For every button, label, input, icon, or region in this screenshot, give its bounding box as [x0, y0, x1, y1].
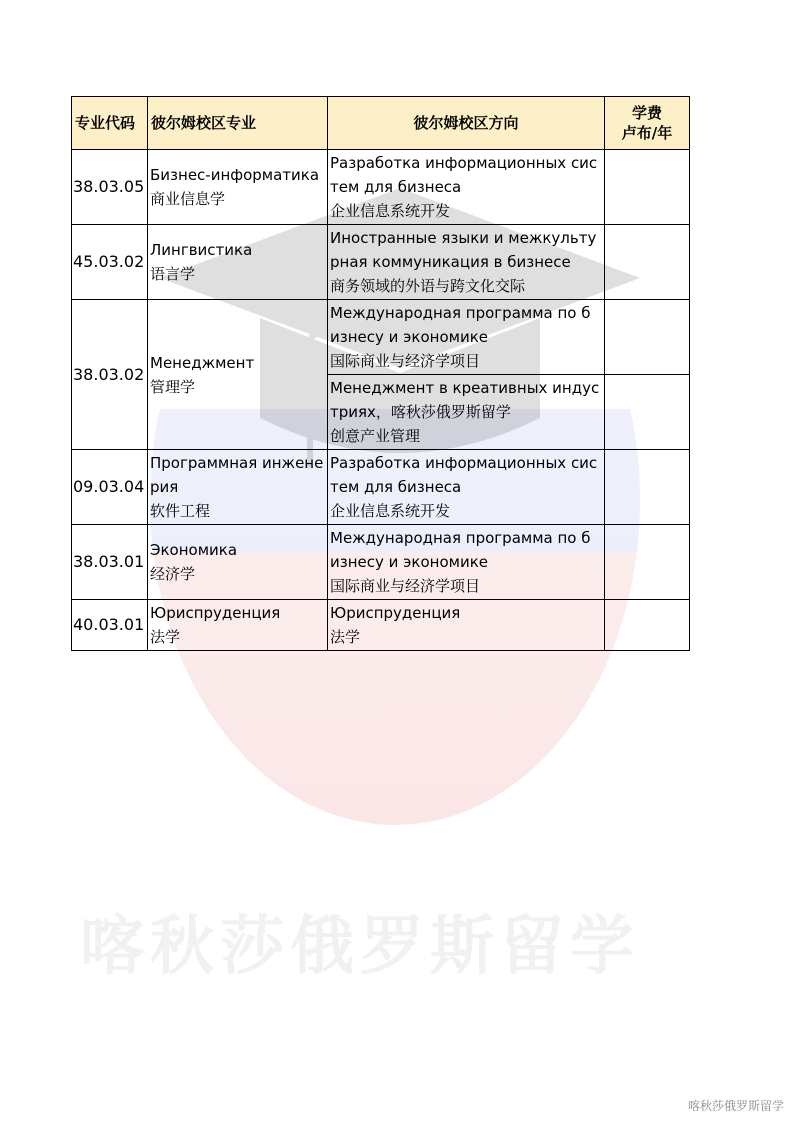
- header-code: 专业代码: [72, 97, 148, 150]
- major-zh: 经济学: [150, 565, 196, 583]
- direction-ru: изнесу и экономике: [330, 328, 488, 346]
- footer-watermark: 喀秋莎俄罗斯留学: [687, 1099, 784, 1113]
- program-major: [148, 150, 328, 225]
- major-ru: Менеджмент: [150, 353, 255, 372]
- program-code: 09.03.04: [72, 450, 148, 525]
- direction-ru: Международная программа по б: [330, 529, 591, 547]
- direction-ru: триях，喀秋莎俄罗斯留学: [330, 403, 511, 421]
- direction-zh: 企业信息系统开发: [330, 502, 451, 520]
- program-fee: [605, 600, 690, 651]
- table-row: [72, 150, 690, 225]
- programs-table: [71, 96, 690, 651]
- direction-ru: Международная программа по б: [330, 304, 591, 322]
- program-fee: [605, 450, 690, 525]
- program-code: 38.03.05: [72, 150, 148, 225]
- program-fee: [605, 225, 690, 300]
- program-major: [148, 525, 328, 600]
- major-zh: 商业信息学: [150, 190, 226, 208]
- program-direction: [328, 525, 605, 600]
- watermark-text: 喀秋莎俄罗斯留学: [80, 909, 640, 984]
- program-direction: [328, 150, 605, 225]
- program-fee: [605, 375, 690, 450]
- direction-ru: Разработка информационных сис: [330, 454, 598, 472]
- direction-ru: Юриспруденция: [330, 604, 461, 622]
- major-zh: 软件工程: [150, 502, 211, 520]
- major-ru: рия: [150, 478, 179, 496]
- header-fee-line1: 学费: [631, 104, 662, 122]
- program-code: 45.03.02: [72, 225, 148, 300]
- direction-zh: 国际商业与经济学项目: [330, 577, 481, 595]
- table-row: [72, 300, 690, 375]
- direction-zh: 创意产业管理: [330, 427, 421, 445]
- table-header-row: [72, 97, 690, 150]
- program-code: 40.03.01: [72, 600, 148, 651]
- direction-ru: Иностранные языки и межкульту: [330, 229, 597, 247]
- program-major: [148, 450, 328, 525]
- header-fee: [605, 97, 690, 150]
- direction-ru: рная коммуникация в бизнесе: [330, 253, 571, 271]
- table-row: [72, 225, 690, 300]
- major-zh: 语言学: [150, 265, 196, 283]
- header-major: 彼尔姆校区专业: [148, 97, 328, 150]
- program-fee: [605, 150, 690, 225]
- direction-ru: Менеджмент в креативных индус: [330, 379, 600, 397]
- program-direction: [328, 225, 605, 300]
- program-major: [148, 225, 328, 300]
- program-major: [148, 600, 328, 651]
- table-row: [72, 525, 690, 600]
- direction-ru: изнесу и экономике: [330, 553, 488, 571]
- program-fee: [605, 300, 690, 375]
- header-direction: 彼尔姆校区方向: [328, 97, 605, 150]
- major-ru: Юриспруденция: [150, 604, 281, 622]
- direction-ru: Разработка информационных сис: [330, 154, 598, 172]
- program-code: 38.03.02: [72, 300, 148, 450]
- direction-ru: тем для бизнеса: [330, 478, 462, 496]
- major-ru: Бизнес-информатика: [150, 166, 320, 184]
- program-fee: [605, 525, 690, 600]
- major-ru: Экономика: [150, 541, 238, 559]
- major-ru: Программная инжене: [150, 454, 324, 472]
- program-direction: [328, 600, 605, 651]
- program-direction: [328, 300, 605, 375]
- program-major: [148, 300, 328, 450]
- direction-ru: тем для бизнеса: [330, 178, 462, 196]
- major-zh: 管理学: [150, 377, 196, 396]
- program-code: 38.03.01: [72, 525, 148, 600]
- program-direction: [328, 450, 605, 525]
- major-zh: 法学: [150, 628, 181, 646]
- direction-zh: 国际商业与经济学项目: [330, 352, 481, 370]
- program-direction: [328, 375, 605, 450]
- direction-zh: 商务领域的外语与跨文化交际: [330, 277, 526, 295]
- header-fee-line2: 卢布/年: [621, 124, 673, 142]
- major-ru: Лингвистика: [150, 241, 253, 259]
- table-row: [72, 600, 690, 651]
- direction-zh: 企业信息系统开发: [330, 202, 451, 220]
- table-row: [72, 450, 690, 525]
- direction-zh: 法学: [330, 628, 361, 646]
